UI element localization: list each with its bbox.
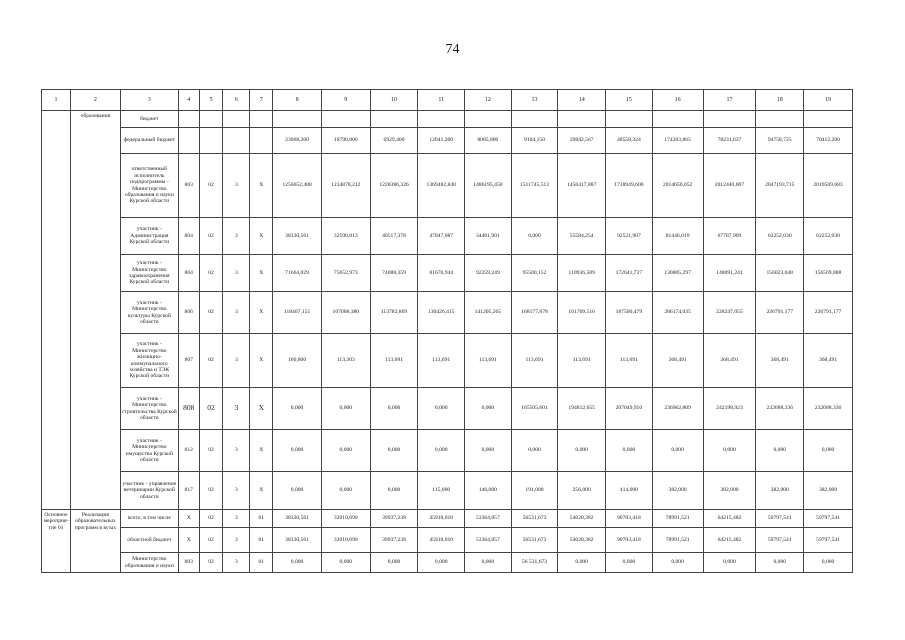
column-header: 6 bbox=[223, 90, 250, 111]
cell-value: 115,000 bbox=[418, 472, 465, 510]
cell-value: 2047193,715 bbox=[756, 154, 804, 218]
cell-value: 168177,878 bbox=[511, 292, 558, 334]
cell-grbs: Х bbox=[178, 510, 199, 528]
cell-value bbox=[273, 111, 322, 128]
cell-rzpr: 02 bbox=[199, 510, 223, 528]
cell-value: 160,800 bbox=[273, 334, 322, 388]
cell-value: 368,491 bbox=[756, 334, 804, 388]
cell-value: 1718949,600 bbox=[606, 154, 653, 218]
table-row bbox=[42, 388, 853, 430]
cell-value: 0,000 bbox=[418, 553, 465, 573]
cell-grbs: 806 bbox=[178, 292, 199, 334]
cell-value: 146,000 bbox=[465, 472, 512, 510]
cell-grbs: 807 bbox=[178, 334, 199, 388]
column-header: 3 bbox=[120, 90, 178, 111]
cell-value: 382,000 bbox=[756, 472, 804, 510]
cell-value: 6929,400 bbox=[370, 128, 418, 154]
cell-value: 113,303 bbox=[321, 334, 370, 388]
cell-value: 2014650,052 bbox=[652, 154, 703, 218]
cell-rzpr: 02 bbox=[199, 430, 223, 472]
cell-value: 382,000 bbox=[703, 472, 756, 510]
cell-value: 113,691 bbox=[465, 334, 512, 388]
cell-value: 0,000 bbox=[273, 472, 322, 510]
cell-grbs: 803 bbox=[178, 154, 199, 218]
budget-table bbox=[41, 89, 853, 573]
cell-grbs: 804 bbox=[178, 255, 199, 292]
cell-vr: Х bbox=[250, 292, 273, 334]
cell-value: 95500,152 bbox=[511, 255, 558, 292]
table-row bbox=[42, 334, 853, 388]
cell-csr bbox=[223, 111, 250, 128]
cell-value: 1456417,887 bbox=[558, 154, 606, 218]
cell-value: 0,000 bbox=[606, 430, 653, 472]
cell-value: 368,491 bbox=[804, 334, 853, 388]
cell-value: 59797,541 bbox=[756, 510, 804, 528]
cell-value: 113782,869 bbox=[370, 292, 418, 334]
cell-value bbox=[511, 111, 558, 128]
cell-value: 414,000 bbox=[606, 472, 653, 510]
cell-value: 64215,482 bbox=[703, 528, 756, 553]
cell-value: 78991,521 bbox=[652, 510, 703, 528]
cell-value: 1228386,326 bbox=[370, 154, 418, 218]
cell-value: 0,000 bbox=[558, 430, 606, 472]
cell-value: 0,000 bbox=[273, 553, 322, 573]
column-header: 7 bbox=[250, 90, 273, 111]
cell-value bbox=[756, 111, 804, 128]
cell-value bbox=[703, 111, 756, 128]
cell-value bbox=[606, 111, 653, 128]
column-header: 10 bbox=[370, 90, 418, 111]
cell-value: 78231,637 bbox=[703, 128, 756, 154]
cell-rzpr bbox=[199, 111, 223, 128]
cell-value: 0,000 bbox=[418, 430, 465, 472]
cell-rzpr: 02 bbox=[199, 334, 223, 388]
cell-csr: 3 bbox=[223, 255, 250, 292]
cell-value: 34401,901 bbox=[465, 218, 512, 255]
column-header: 8 bbox=[273, 90, 322, 111]
cell-rzpr: 02 bbox=[199, 255, 223, 292]
table-row bbox=[42, 292, 853, 334]
table-row bbox=[42, 430, 853, 472]
cell-value: 113,691 bbox=[511, 334, 558, 388]
column-header: 14 bbox=[558, 90, 606, 111]
row-label: участник - Министерство имущества Курской области bbox=[120, 430, 178, 472]
cell-value: 32010,690 bbox=[321, 510, 370, 528]
cell-value bbox=[804, 111, 853, 128]
table-row bbox=[42, 111, 853, 128]
cell-value: 0,000 bbox=[652, 430, 703, 472]
cell-value: 62252,030 bbox=[804, 218, 853, 255]
cell-value: 113,691 bbox=[418, 334, 465, 388]
cell-value: 8085,800 bbox=[465, 128, 512, 154]
cell-value: 0,000 bbox=[804, 430, 853, 472]
cell-value: 382,000 bbox=[652, 472, 703, 510]
cell-value: 1369482,840 bbox=[418, 154, 465, 218]
cell-grbs: 803 bbox=[178, 553, 199, 573]
cell-rzpr: 02 bbox=[199, 218, 223, 255]
cell-value: 141205,265 bbox=[465, 292, 512, 334]
cell-vr: 01 bbox=[250, 528, 273, 553]
cell-value: 174203,865 bbox=[652, 128, 703, 154]
cell-value: 32590,813 bbox=[321, 218, 370, 255]
cell-value: 118467,151 bbox=[273, 292, 322, 334]
cell-value: 0,000 bbox=[703, 553, 756, 573]
table-row bbox=[42, 553, 853, 573]
cell-value: 0,000 bbox=[703, 430, 756, 472]
cell-grbs: Х bbox=[178, 528, 199, 553]
cell-value: 92521,907 bbox=[606, 218, 653, 255]
cell-value: 71664,029 bbox=[273, 255, 322, 292]
cell-value: 53364,857 bbox=[465, 528, 512, 553]
column-header: 12 bbox=[465, 90, 512, 111]
cell-value: 0,000 bbox=[370, 553, 418, 573]
row-label: бюджет bbox=[120, 111, 178, 128]
cell-grbs: 804 bbox=[178, 218, 199, 255]
row-group-label: Основное мероприя-тие 01 bbox=[42, 510, 71, 573]
column-header: 1 bbox=[42, 90, 71, 111]
cell-value: 0,000 bbox=[321, 553, 370, 573]
cell-value: 1256652,488 bbox=[273, 154, 322, 218]
cell-vr: Х bbox=[250, 472, 273, 510]
row-group-label bbox=[42, 111, 71, 510]
cell-rzpr: 02 bbox=[199, 472, 223, 510]
cell-value: 1486195,450 bbox=[465, 154, 512, 218]
cell-vr bbox=[250, 111, 273, 128]
cell-value: 0,000 bbox=[511, 430, 558, 472]
cell-rzpr: 02 bbox=[199, 154, 223, 218]
page-number: 74 bbox=[445, 42, 460, 57]
cell-grbs: 812 bbox=[178, 430, 199, 472]
cell-value: 81670,944 bbox=[418, 255, 465, 292]
row-label: участник - управление ветеринарии Курской области bbox=[120, 472, 178, 510]
cell-value: 191,000 bbox=[511, 472, 558, 510]
cell-vr: 01 bbox=[250, 553, 273, 573]
column-header: 13 bbox=[511, 90, 558, 111]
column-header: 9 bbox=[321, 90, 370, 111]
cell-value: 78991,521 bbox=[652, 528, 703, 553]
cell-value: 207049,910 bbox=[606, 388, 653, 430]
row-label: участник - Министерство здравоохранения Курской области bbox=[120, 255, 178, 292]
cell-value: 236962,809 bbox=[652, 388, 703, 430]
cell-value: 54028,382 bbox=[558, 510, 606, 528]
cell-value: 59797,541 bbox=[804, 510, 853, 528]
cell-value: 54028,382 bbox=[558, 528, 606, 553]
cell-value: 90703,418 bbox=[606, 510, 653, 528]
cell-value: 45918,010 bbox=[418, 510, 465, 528]
row-label: участник - Министерство строительства Курской области bbox=[120, 388, 178, 430]
cell-rzpr bbox=[199, 128, 223, 154]
cell-value bbox=[321, 111, 370, 128]
cell-csr: 3 bbox=[223, 430, 250, 472]
cell-value: 56531,673 bbox=[511, 510, 558, 528]
cell-value: 156023,048 bbox=[756, 255, 804, 292]
cell-vr: Х bbox=[250, 154, 273, 218]
cell-value: 9104,150 bbox=[511, 128, 558, 154]
row-label: Министерство образования и науки bbox=[120, 553, 178, 573]
cell-csr: 3 bbox=[223, 334, 250, 388]
cell-vr: Х bbox=[250, 430, 273, 472]
cell-value: 256,000 bbox=[558, 472, 606, 510]
cell-value: 1511745,513 bbox=[511, 154, 558, 218]
cell-value: 0,000 bbox=[804, 553, 853, 573]
cell-value: 0,000 bbox=[558, 553, 606, 573]
column-header: 16 bbox=[652, 90, 703, 111]
column-header: 2 bbox=[71, 90, 121, 111]
cell-vr: Х bbox=[250, 388, 273, 430]
cell-value: 242198,923 bbox=[703, 388, 756, 430]
cell-vr bbox=[250, 128, 273, 154]
cell-value: 172641,727 bbox=[606, 255, 653, 292]
column-header: 18 bbox=[756, 90, 804, 111]
cell-value: 81446,010 bbox=[652, 218, 703, 255]
cell-value: 56531,673 bbox=[511, 528, 558, 553]
cell-value: 0,000 bbox=[756, 430, 804, 472]
cell-value: 12041,200 bbox=[418, 128, 465, 154]
cell-value: 0,000 bbox=[273, 430, 322, 472]
cell-value: 0,000 bbox=[756, 553, 804, 573]
cell-csr: 3 bbox=[223, 388, 250, 430]
table-row bbox=[42, 128, 853, 154]
cell-value: 74088,359 bbox=[370, 255, 418, 292]
cell-value: 232688,336 bbox=[756, 388, 804, 430]
cell-grbs: 808 bbox=[178, 388, 199, 430]
cell-rzpr: 02 bbox=[199, 553, 223, 573]
cell-rzpr: 02 bbox=[199, 292, 223, 334]
cell-value: 39937,238 bbox=[370, 510, 418, 528]
table-row bbox=[42, 154, 853, 218]
cell-value: 156569,888 bbox=[804, 255, 853, 292]
cell-value: 382,000 bbox=[804, 472, 853, 510]
cell-value: 23068,200 bbox=[273, 128, 322, 154]
cell-value: 286174,035 bbox=[652, 292, 703, 334]
cell-value: 226791,177 bbox=[756, 292, 804, 334]
row-label: федеральный бюджет bbox=[120, 128, 178, 154]
cell-value: 56 531,673 bbox=[511, 553, 558, 573]
cell-value: 64215,482 bbox=[703, 510, 756, 528]
cell-value: 130805,297 bbox=[652, 255, 703, 292]
cell-value: 107068,380 bbox=[321, 292, 370, 334]
table-row bbox=[42, 510, 853, 528]
cell-value: 113,691 bbox=[558, 334, 606, 388]
cell-value: 0,000 bbox=[370, 472, 418, 510]
cell-value: 0,000 bbox=[321, 388, 370, 430]
cell-value: 39937,238 bbox=[370, 528, 418, 553]
cell-value: 18790,800 bbox=[321, 128, 370, 154]
cell-value: 38330,561 bbox=[273, 510, 322, 528]
cell-value: 70412,200 bbox=[804, 128, 853, 154]
cell-value: 2012440,007 bbox=[703, 154, 756, 218]
cell-value: 187500,479 bbox=[606, 292, 653, 334]
cell-value: 0,000 bbox=[606, 553, 653, 573]
cell-value bbox=[465, 111, 512, 128]
cell-value: 59797,541 bbox=[804, 528, 853, 553]
cell-value: 0,000 bbox=[511, 218, 558, 255]
column-header: 15 bbox=[606, 90, 653, 111]
cell-value: 32010,690 bbox=[321, 528, 370, 553]
cell-value: 0,000 bbox=[418, 388, 465, 430]
cell-value: 226791,177 bbox=[804, 292, 853, 334]
cell-value: 55584,254 bbox=[558, 218, 606, 255]
cell-value: 67787,909 bbox=[703, 218, 756, 255]
cell-value: 75652,973 bbox=[321, 255, 370, 292]
cell-value: 39842,567 bbox=[558, 128, 606, 154]
cell-grbs bbox=[178, 128, 199, 154]
cell-value: 0,000 bbox=[370, 388, 418, 430]
cell-csr bbox=[223, 128, 250, 154]
cell-vr: Х bbox=[250, 218, 273, 255]
cell-value: 47047,087 bbox=[418, 218, 465, 255]
cell-value: 38330,561 bbox=[273, 218, 322, 255]
cell-csr: 3 bbox=[223, 528, 250, 553]
cell-value: 0,000 bbox=[273, 388, 322, 430]
cell-value: 94758,725 bbox=[756, 128, 804, 154]
cell-value: 113,691 bbox=[370, 334, 418, 388]
cell-csr: 3 bbox=[223, 218, 250, 255]
row-label: всего, в том числе bbox=[120, 510, 178, 528]
cell-value: 0,000 bbox=[465, 430, 512, 472]
cell-value: 368,491 bbox=[703, 334, 756, 388]
row-label: областной бюджет bbox=[120, 528, 178, 553]
cell-value: 62252,030 bbox=[756, 218, 804, 255]
cell-value: 38330,561 bbox=[273, 528, 322, 553]
cell-value: 1234878,212 bbox=[321, 154, 370, 218]
cell-csr: 3 bbox=[223, 472, 250, 510]
cell-value: 0,000 bbox=[321, 430, 370, 472]
row-group-name: образования bbox=[71, 111, 121, 510]
cell-value bbox=[370, 111, 418, 128]
cell-value: 161709,516 bbox=[558, 292, 606, 334]
row-group-name: Реализация образовательных программ в вузах bbox=[71, 510, 121, 573]
table-row bbox=[42, 255, 853, 292]
cell-csr: 3 bbox=[223, 292, 250, 334]
cell-value bbox=[558, 111, 606, 128]
cell-value: 113,691 bbox=[606, 334, 653, 388]
column-header: 5 bbox=[199, 90, 223, 111]
header-row bbox=[42, 90, 853, 111]
cell-value: 194812,655 bbox=[558, 388, 606, 430]
cell-csr: 3 bbox=[223, 510, 250, 528]
cell-value: 92259,249 bbox=[465, 255, 512, 292]
cell-value: 2019569,683 bbox=[804, 154, 853, 218]
row-label: участник - Министерство жилищно-коммунального хозяйства и ТЭК Курской области bbox=[120, 334, 178, 388]
cell-value: 148091,241 bbox=[703, 255, 756, 292]
row-label: ответственный исполнитель подпрограммы - Министерство образования и науки Курской области bbox=[120, 154, 178, 218]
cell-value: 59797,541 bbox=[756, 528, 804, 553]
cell-value: 0,000 bbox=[652, 553, 703, 573]
table-row bbox=[42, 472, 853, 510]
cell-value: 110936,589 bbox=[558, 255, 606, 292]
cell-vr: Х bbox=[250, 334, 273, 388]
cell-value: 130426,415 bbox=[418, 292, 465, 334]
cell-vr: 01 bbox=[250, 510, 273, 528]
cell-value: 0,000 bbox=[321, 472, 370, 510]
cell-value: 368,491 bbox=[652, 334, 703, 388]
column-header: 4 bbox=[178, 90, 199, 111]
cell-value: 53364,857 bbox=[465, 510, 512, 528]
cell-value: 228247,055 bbox=[703, 292, 756, 334]
cell-grbs: 817 bbox=[178, 472, 199, 510]
cell-value: 0,000 bbox=[370, 430, 418, 472]
cell-csr: 3 bbox=[223, 154, 250, 218]
cell-value: 45918,010 bbox=[418, 528, 465, 553]
cell-value: 232688,336 bbox=[804, 388, 853, 430]
cell-value: 40517,378 bbox=[370, 218, 418, 255]
table-row bbox=[42, 218, 853, 255]
cell-rzpr: 02 bbox=[199, 528, 223, 553]
cell-value: 48558,324 bbox=[606, 128, 653, 154]
cell-value: 165505,601 bbox=[511, 388, 558, 430]
cell-value: 90703,418 bbox=[606, 528, 653, 553]
cell-csr: 3 bbox=[223, 553, 250, 573]
cell-value: 0,000 bbox=[465, 553, 512, 573]
cell-value: 0,000 bbox=[465, 388, 512, 430]
cell-vr: Х bbox=[250, 255, 273, 292]
table-row bbox=[42, 528, 853, 553]
row-label: участник - Администрация Курской области bbox=[120, 218, 178, 255]
cell-value bbox=[652, 111, 703, 128]
column-header: 11 bbox=[418, 90, 465, 111]
table-body bbox=[42, 111, 853, 573]
column-header: 17 bbox=[703, 90, 756, 111]
cell-value bbox=[418, 111, 465, 128]
cell-grbs bbox=[178, 111, 199, 128]
column-header: 19 bbox=[804, 90, 853, 111]
row-label: участник - Министерство культуры Курской области bbox=[120, 292, 178, 334]
cell-rzpr: 02 bbox=[199, 388, 223, 430]
